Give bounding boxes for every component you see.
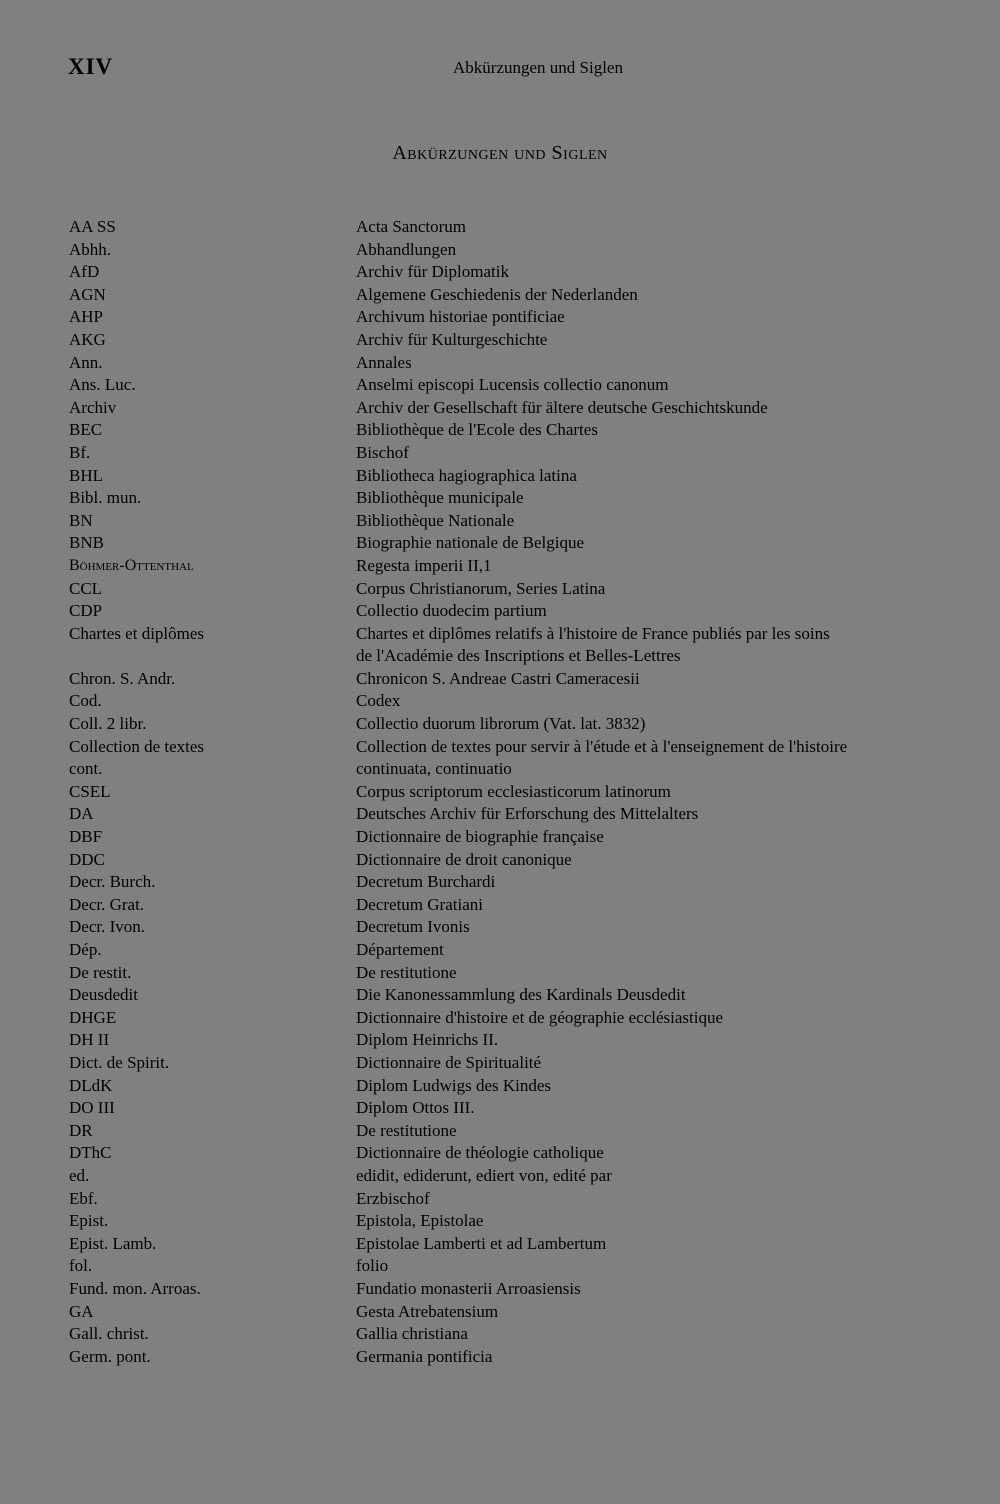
list-item — [69, 713, 849, 736]
abbreviation: Epist. Lamb. — [69, 1233, 157, 1253]
expansion: Corpus Christianorum, Series Latina — [356, 578, 606, 598]
expansion: continuata, continuatio — [356, 759, 512, 779]
abbreviation: Epist. — [69, 1211, 109, 1231]
abbreviation: BHL — [69, 465, 103, 485]
running-title: Abkürzungen und Siglen — [453, 58, 623, 77]
abbreviation: De restit. — [69, 962, 132, 982]
expansion: Collectio duodecim partium — [356, 601, 547, 621]
list-item — [69, 1075, 849, 1098]
list-item — [69, 578, 849, 601]
expansion: Fundatio monasterii Arroasiensis — [356, 1278, 581, 1298]
abbreviation: Gall. christ. — [69, 1324, 149, 1344]
expansion: Decretum Ivonis — [356, 917, 470, 937]
abbreviation: DBF — [69, 827, 103, 847]
list-item — [69, 1007, 849, 1030]
abbreviation: ed. — [69, 1165, 90, 1185]
abbreviation: Ans. Luc. — [69, 375, 136, 395]
expansion: Archiv der Gesellschaft für ältere deutsche Geschichtskunde — [356, 397, 768, 417]
abbreviation: BEC — [69, 420, 103, 440]
expansion: Bibliothèque municipale — [356, 488, 524, 508]
list-item — [69, 419, 849, 442]
list-item — [69, 871, 849, 894]
list-item — [69, 216, 849, 239]
list-item — [69, 1142, 849, 1165]
list-item — [69, 1052, 849, 1075]
abbreviation: Abhh. — [69, 239, 112, 259]
expansion: De restitutione — [356, 1120, 457, 1140]
expansion: Bibliothèque Nationale — [356, 510, 515, 530]
expansion: Bibliotheca hagiographica latina — [356, 465, 577, 485]
list-item — [69, 916, 849, 939]
abbreviation: Decr. Grat. — [69, 894, 145, 914]
abbreviation: DA — [69, 804, 94, 824]
abbreviation: Deusdedit — [69, 985, 138, 1005]
abbreviation: DThC — [69, 1143, 112, 1163]
expansion: Bibliothèque de l'Ecole des Chartes — [356, 420, 598, 440]
abbreviation: Fund. mon. Arroas. — [69, 1278, 201, 1298]
list-item — [69, 1165, 849, 1188]
abbreviation: Bf. — [69, 442, 91, 462]
expansion: Chronicon S. Andreae Castri Cameracesii — [356, 668, 640, 688]
expansion: Deutsches Archiv für Erforschung des Mittelalters — [356, 804, 699, 824]
abbreviation: BN — [69, 510, 93, 530]
expansion: folio — [356, 1256, 389, 1276]
abbreviation: Germ. pont. — [69, 1346, 151, 1366]
abbreviation: DLdK — [69, 1075, 113, 1095]
expansion: Collection de textes pour servir à l'étude et à l'enseignement de l'histoire — [356, 736, 848, 756]
abbreviation: Cod. — [69, 691, 102, 711]
expansion: Codex — [356, 691, 401, 711]
list-item — [69, 690, 849, 713]
expansion: Département — [356, 940, 444, 959]
list-item — [69, 803, 849, 826]
expansion: Acta Sanctorum — [356, 217, 466, 236]
expansion: Bischof — [356, 442, 409, 462]
page-number: XIV — [68, 54, 114, 79]
list-item — [69, 1255, 849, 1278]
list-item — [69, 939, 849, 962]
expansion: Gesta Atrebatensium — [356, 1301, 499, 1321]
section-title: Abkürzungen und Siglen — [392, 142, 608, 164]
expansion: Decretum Gratiani — [356, 894, 483, 914]
list-item — [69, 239, 849, 262]
expansion: edidit, ediderunt, ediert von, edité par — [356, 1165, 612, 1185]
expansion: Diplom Ludwigs des Kindes — [356, 1075, 552, 1095]
abbreviation: Coll. 2 libr. — [69, 714, 147, 734]
expansion: Dictionnaire de Spiritualité — [356, 1052, 542, 1072]
expansion: Biographie nationale de Belgique — [356, 533, 585, 553]
expansion: Diplom Ottos III. — [356, 1098, 475, 1118]
abbreviation: AA SS — [69, 217, 116, 236]
expansion: Anselmi episcopi Lucensis collectio canonum — [356, 375, 669, 395]
abbreviation: CSEL — [69, 781, 111, 801]
list-item — [69, 555, 849, 578]
list-item — [69, 352, 849, 375]
list-item — [69, 736, 849, 759]
expansion: Diplom Heinrichs II. — [356, 1030, 499, 1050]
expansion: Epistolae Lamberti et ad Lambertum — [356, 1233, 607, 1253]
list-item — [69, 442, 849, 465]
list-item — [69, 374, 849, 397]
abbreviation: BNB — [69, 533, 104, 553]
abbreviation: Chartes et diplômes — [69, 623, 205, 643]
list-item — [69, 510, 849, 533]
list-item — [69, 781, 849, 804]
abbreviation: GA — [69, 1301, 94, 1321]
list-item — [69, 397, 849, 420]
abbreviation: Böhmer-Ottenthal — [69, 556, 194, 574]
expansion: De restitutione — [356, 962, 457, 982]
list-item — [69, 1120, 849, 1143]
expansion: Die Kanonessammlung des Kardinals Deusdedit — [356, 985, 686, 1005]
list-item — [69, 962, 849, 985]
list-item — [69, 329, 849, 352]
list-item — [69, 465, 849, 488]
list-item — [69, 261, 849, 284]
abbreviation: fol. — [69, 1256, 93, 1276]
list-item — [69, 849, 849, 872]
list-item — [69, 668, 849, 691]
abbreviation: Ann. — [69, 352, 103, 372]
list-item — [69, 1188, 849, 1211]
expansion: Collectio duorum librorum (Vat. lat. 3832) — [356, 714, 646, 734]
abbreviation: DR — [69, 1120, 93, 1140]
expansion: Decretum Burchardi — [356, 872, 496, 892]
list-item — [69, 1210, 849, 1233]
list-item — [69, 984, 849, 1007]
abbreviation: cont. — [69, 759, 103, 779]
list-item — [69, 826, 849, 849]
expansion: Gallia christiana — [356, 1324, 468, 1344]
expansion: Germania pontificia — [356, 1346, 493, 1366]
abbreviation: AfD — [69, 262, 100, 282]
abbreviation: AGN — [69, 284, 106, 304]
expansion: Dictionnaire d'histoire et de géographie ecclésiastique — [356, 1007, 724, 1027]
expansion: Epistola, Epistolae — [356, 1211, 484, 1231]
list-item — [69, 623, 849, 668]
abbreviation: Decr. Ivon. — [69, 917, 146, 937]
abbreviation: DH II — [69, 1030, 110, 1050]
expansion: Regesta imperii II,1 — [356, 555, 492, 575]
abbreviation: CDP — [69, 601, 103, 621]
list-item — [69, 600, 849, 623]
list-item — [69, 306, 849, 329]
abbreviation: AHP — [69, 307, 104, 327]
expansion: Dictionnaire de théologie catholique — [356, 1143, 604, 1163]
expansion: Corpus scriptorum ecclesiasticorum latinorum — [356, 781, 671, 801]
abbreviation: Collection de textes — [69, 736, 205, 756]
abbreviation: Dép. — [69, 940, 102, 959]
expansion: Chartes et diplômes relatifs à l'histoire de France publiés par les soins de l'Académie des Inscriptions et Belles-Lettres — [356, 623, 830, 666]
list-item — [69, 1029, 849, 1052]
abbreviation-list — [69, 216, 849, 1368]
list-item — [69, 894, 849, 917]
abbreviation: Chron. S. Andr. — [69, 668, 176, 688]
expansion: Algemene Geschiedenis der Nederlanden — [356, 284, 638, 304]
running-head — [68, 52, 930, 82]
expansion: Abhandlungen — [356, 239, 457, 259]
abbreviation: CCL — [69, 578, 103, 598]
expansion: Dictionnaire de droit canonique — [356, 849, 572, 869]
expansion: Erzbischof — [356, 1188, 430, 1208]
expansion: Archiv für Kulturgeschichte — [356, 329, 548, 349]
abbreviation: Decr. Burch. — [69, 872, 156, 892]
abbreviation: AKG — [69, 329, 106, 349]
list-item — [69, 1346, 849, 1369]
abbreviation: Ebf. — [69, 1188, 98, 1208]
list-item — [69, 1323, 849, 1346]
list-item — [69, 1301, 849, 1324]
expansion: Archiv für Diplomatik — [356, 262, 509, 282]
list-item — [69, 487, 849, 510]
list-item — [69, 1278, 849, 1301]
abbreviation: DDC — [69, 849, 105, 869]
abbreviation: DO III — [69, 1098, 115, 1118]
list-item — [69, 758, 849, 781]
list-item — [69, 284, 849, 307]
expansion: Archivum historiae pontificiae — [356, 307, 565, 327]
abbreviation: Bibl. mun. — [69, 488, 142, 508]
expansion: Dictionnaire de biographie française — [356, 827, 604, 847]
abbreviation: Archiv — [69, 397, 117, 417]
list-item — [69, 1233, 849, 1256]
expansion: Annales — [356, 352, 412, 372]
abbreviation: DHGE — [69, 1007, 117, 1027]
abbreviation: Dict. de Spirit. — [69, 1052, 170, 1072]
list-item — [69, 532, 849, 555]
list-item — [69, 1097, 849, 1120]
